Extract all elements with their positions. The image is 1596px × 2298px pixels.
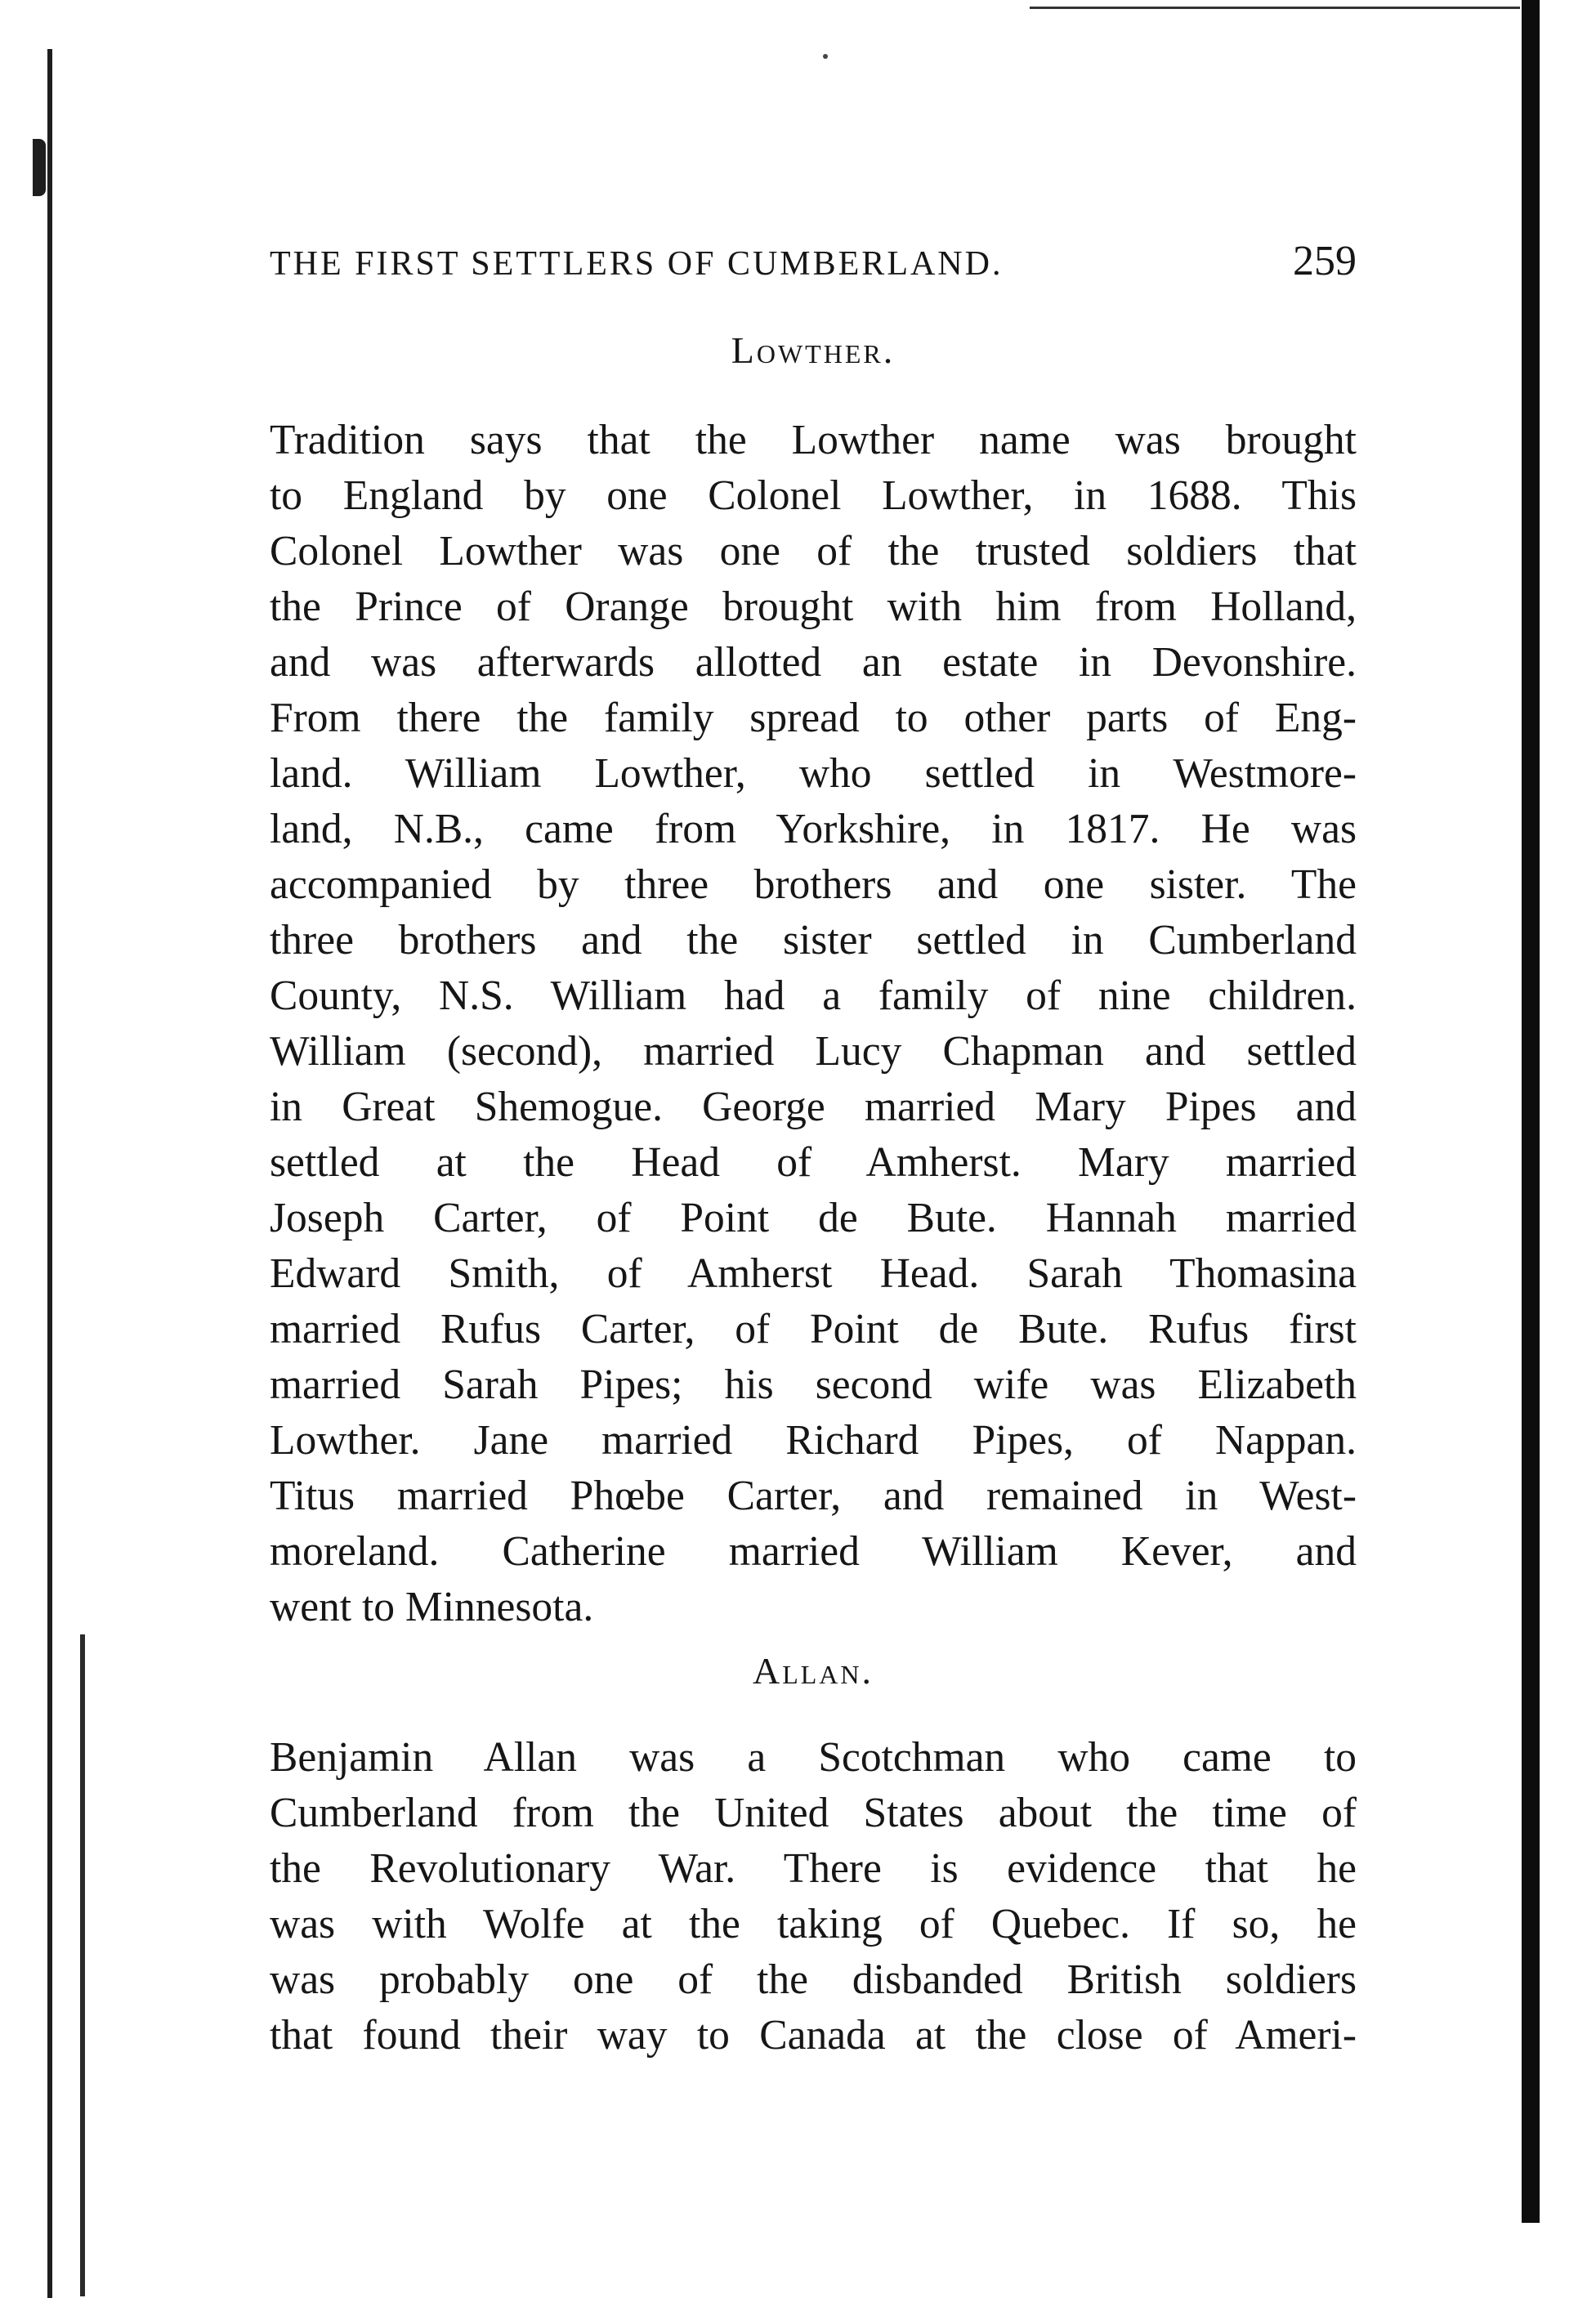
page-number: 259	[1293, 238, 1357, 284]
text-line: married Sarah Pipes; his second wife was Elizabeth	[270, 1361, 1357, 1408]
text-line: that found their way to Canada at the close of Ameri-	[270, 2012, 1357, 2059]
text-line: and was afterwards allotted an estate in Devonshire.	[270, 639, 1357, 686]
text-line: land. William Lowther, who settled in Westmore-	[270, 750, 1357, 797]
text-line: to England by one Colonel Lowther, in 1688. This	[270, 472, 1357, 519]
text-line: Cumberland from the United States about the time of	[270, 1790, 1357, 1836]
running-head-title: THE FIRST SETTLERS OF CUMBERLAND.	[270, 245, 1004, 283]
text-line: County, N.S. William had a family of nine children.	[270, 972, 1357, 1019]
text-line: moreland. Catherine married William Kever, and	[270, 1528, 1357, 1575]
text-line: Tradition says that the Lowther name was brought	[270, 417, 1357, 463]
text-line: was with Wolfe at the taking of Quebec. If so, he	[270, 1901, 1357, 1947]
paragraph-lowther	[270, 413, 1357, 1635]
text-line: William (second), married Lucy Chapman and settled	[270, 1028, 1357, 1075]
section-heading-lowther: Lowther.	[731, 329, 896, 371]
text-line: three brothers and the sister settled in Cumberland	[270, 917, 1357, 963]
text-line: the Prince of Orange brought with him from Holland,	[270, 583, 1357, 630]
paragraph-allan	[270, 1730, 1357, 2063]
text-line: Lowther. Jane married Richard Pipes, of Nappan.	[270, 1417, 1357, 1464]
text-line: in Great Shemogue. George married Mary Pipes and	[270, 1084, 1357, 1130]
text-line: was probably one of the disbanded British soldiers	[270, 1956, 1357, 2003]
text-line: land, N.B., came from Yorkshire, in 1817. He was	[270, 806, 1357, 852]
scan-edge-left-inner	[80, 1634, 85, 2296]
scan-edge-left-mark	[33, 139, 46, 196]
scan-edge-right	[1522, 0, 1540, 2223]
text-line: settled at the Head of Amherst. Mary married	[270, 1139, 1357, 1186]
text-line: the Revolutionary War. There is evidence that he	[270, 1845, 1357, 1892]
text-line: accompanied by three brothers and one sister. The	[270, 861, 1357, 908]
text-line: Benjamin Allan was a Scotchman who came to	[270, 1734, 1357, 1781]
text-line: went to Minnesota.	[270, 1584, 594, 1630]
scan-edge-top	[1030, 7, 1520, 9]
scan-edge-left	[47, 49, 52, 2298]
text-line: From there the family spread to other parts of Eng-	[270, 695, 1357, 741]
scan-speck	[823, 54, 828, 59]
text-line: Edward Smith, of Amherst Head. Sarah Thomasina	[270, 1250, 1357, 1297]
text-line: Colonel Lowther was one of the trusted soldiers that	[270, 528, 1357, 574]
text-line: married Rufus Carter, of Point de Bute. Rufus first	[270, 1306, 1357, 1352]
text-line: Joseph Carter, of Point de Bute. Hannah married	[270, 1195, 1357, 1241]
running-head	[270, 237, 1357, 285]
section-heading-allan: Allan.	[752, 1650, 874, 1692]
text-line: Titus married Phœbe Carter, and remained in West-	[270, 1473, 1357, 1519]
